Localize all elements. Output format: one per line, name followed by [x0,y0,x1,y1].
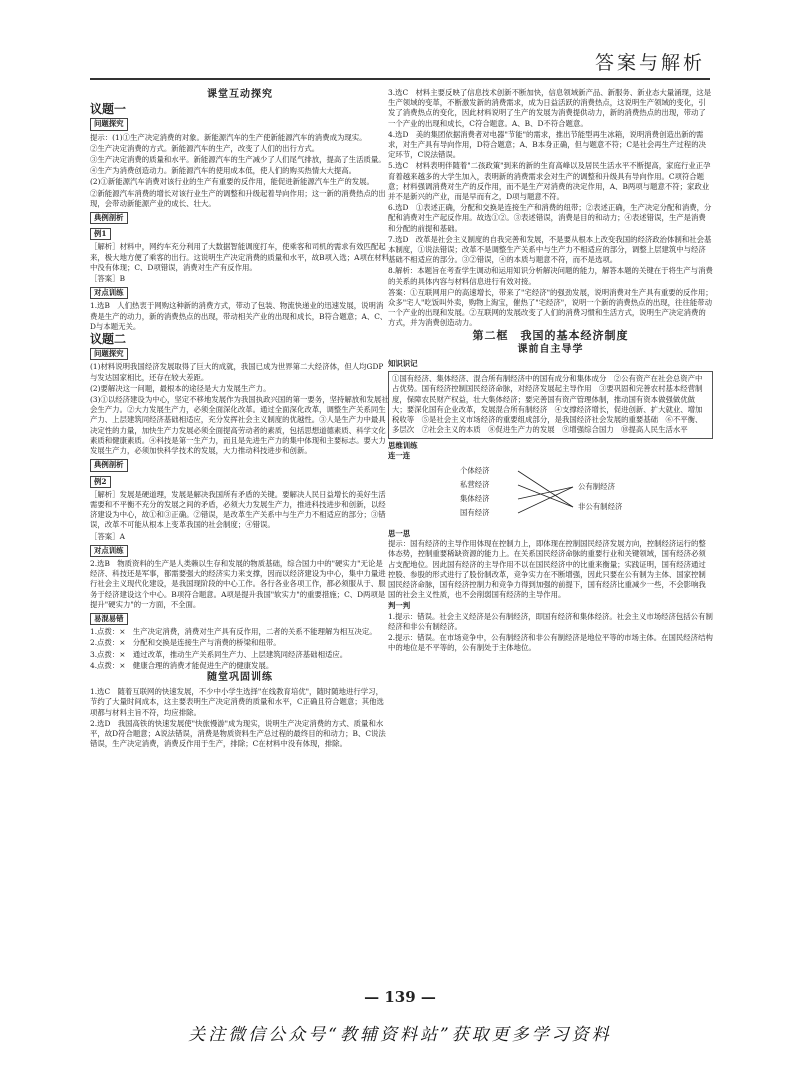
page-number: — 139 — [364,988,436,1006]
paragraph: ③生产决定消费的质量和水平。新能源汽车的生产减少了人们尾气排放，提高了生活质量。 [90,155,386,165]
paragraph: 4.选D 美的集团依据消费者对电器"节能"的需求，推出节能型再生冰箱，说明消费创造出新的需求，对生产具有导向作用，D符合题意；A、B本身正确，但与题意不符；C是社会再生产过程的决定环节，C说法错误。 [388,129,706,160]
answer: ［答案］B [90,274,125,284]
answer: ［答案］A [90,531,125,541]
label-question-explore: 问题探究 [90,348,128,360]
paragraph: (1)材料说明我国经济发展取得了巨大的成就，我国已成为世界第二大经济体，但人均GDP与发达国家相比，还存在较大差距。 [90,362,384,382]
label-example: 典例剖析 [90,459,128,471]
frame-subtitle: 课前自主导学 [517,343,584,355]
diagram-left-item: 私营经济 [460,479,490,489]
answer: 答案：①互联网用户的高速增长，带来了"宅经济"的强劲发展，说明消费对生产具有重要的反作用；众多"宅人"吃饭叫外卖，购物上淘宝，催热了"宅经济"，说明一个新的消费热点的出现，往往能带动一个产业的出现和发展。②互联网的发展改变了人们的消费习惯和生活方式，说明生产决定消费的方式，并为消费创造动力。 [388,287,713,328]
knowledge-label: 知识识记 [388,359,418,369]
paragraph: (2)要解决这一问题，最根本的途径是大力发展生产力。 [90,383,271,393]
left-column [90,88,390,1050]
paragraph: 提示：国有经济的主导作用体现在控制力上，即体现在控制国民经济发展方向，控制经济运行的整体态势，控制重要稀缺资源的能力上。在关系国民经济命脉的重要行业和关键领域，国有经济必须占支配地位。因此国有经济的主导作用不以在国民经济中的比重来衡量；实践证明，国有经济通过控股、参股的形式进行了股份制改革，竞争实力在不断增强，因此只要在公有制为主体、国家控制国民经济命脉，国有经济控制力和竞争力得到加强的前提下，国有经济比重减少一些，不会影响我国的社会主义性质，也不会削弱国有经济的主导作用。 [388,539,706,600]
diagram-right-item: 非公有制经济 [578,501,623,511]
paragraph: 7.选D 改革是社会主义制度的自我完善和发展，不是要从根本上改变我国的经济政治体制和社会基本制度，①说法错误；改革不是调整生产关系中与生产力不相适应的部分，调整上层建筑中与经济基础不相适应的部分。③②错误，④的本质与题意不符，而不是选项。 [388,234,712,265]
list-item: 2.点拨：× 分配和交换是连接生产与消费的桥梁和纽带。 [90,638,281,648]
paragraph: 1.提示：错误。社会主义经济是公有制经济，即国有经济和集体经济。社会主义市场经济包括公有制经济和非公有制经济。 [388,611,713,631]
topic-heading: 议题一 [90,102,127,117]
frame-title: 第二框 我国的基本经济制度 [472,328,629,342]
label-example-number: 例2 [90,476,111,488]
judge-label: 判一判 [388,601,411,611]
connection-lines [388,463,713,527]
list-item: 4.点拨：× 健康合理的消费才能促进生产的健康发展。 [90,660,274,670]
paragraph: 5.选C 材料表明伴随着"二孩政策"到来的新的生育高峰以及居民生活水平不断提高，家庭行业正孕育着越来越多的大学生加入，表明新的消费需求会对生产的调整和升级具有导向作用。C项符合题意；材料强调消费对生产的反作用，而不是生产对消费的决定作用，A、B两项与题意不符；家政业并不是新兴的产业，而是早而有之，D项与题意不符。 [388,161,711,202]
label-example: 典例剖析 [90,212,128,224]
connect-label: 连一连 [388,450,411,460]
list-item: 3.点拨：× 通过改革，推动生产关系同生产力、上层建筑同经济基础相适应。 [90,649,348,659]
paragraph: ［解析］发展是硬道理，发展是解决我国所有矛盾的关键。要解决人民日益增长的美好生活需要和不平衡不充分的发展之间的矛盾，必须大力发展生产力，推进科技进步和创新，以经济建设为中心，故①和③正确。②错误，是改革生产关系中与生产力不相适应的部分；③错误，改革不可能从根本上变革我国的社会制度；④错误。 [90,489,386,530]
right-column [388,88,713,1050]
label-question-explore: 问题探究 [90,118,128,130]
paragraph: 1.选B 人们热衷于网购这种新的消费方式，带动了包装、物流快递业的迅速发展，说明消费是生产的动力，新的消费热点的出现，带动相关产业的出现和成长，B符合题意；A、C、D与本题无关。 [90,301,388,331]
diagram-left-item: 个体经济 [460,465,490,475]
diagram-left-item: 集体经济 [460,493,490,503]
label-confusion: 易混易错 [90,613,128,625]
diagram-left-item: 国有经济 [460,507,490,517]
paragraph: 2.选B 物质资料的生产是人类赖以生存和发展的物质基础，综合国力中的"硬实力"无论是经济、科技还是军事，都需要强大的经济实力来支撑，因而以经济建设为中心，集中力量进行社会主义现代化建设，是我国现阶段的中心工作。各行各业各项工作，都必须服从于、服务于经济建设这个中心。B项符合题意。A项是提升我国"软实力"的重要措施；C、D两项是提升"硬实力"的一方面，不全面。 [90,558,386,609]
page-header-title: 答案与解析 [594,52,705,74]
footer-note: 关注微信公众号“教辅资料站”获取更多学习资料 [188,1025,612,1045]
knowledge-box: ①国有经济、集体经济、混合所有制经济中的国有成分和集体成分 ②公有资产在社会总资产中占优势。国有经济控制国民经济命脉，对经济发展起主导作用 ③要巩固和完善农村基本经营制度，保障农民财产权益，壮大集体经济；要完善国有资产管理体制，推动国有资本做强做优做大；要深化国有企业改革，发展混合所有制经济 ④支撑经济增长，促进创新、扩大就业、增加税收等 ⑤是社会主义市场经济的重要组成部分，是我国经济社会发展的重要基础 ⑥不平衡、多层次 ⑦社会主义的本质 ⑧促进生产力的发展 ⑨增强综合国力 ⑩提高人民生活水平 [388,371,713,438]
diagram-right-item: 公有制经济 [578,481,615,491]
topic-heading: 议题二 [90,332,127,347]
paragraph: ②新能源汽车消费的增长对该行业生产的调整和升级起着导向作用；这一新的消费热点的出现，会带动新能源产业的成长、壮大。 [90,188,386,208]
think-label: 思一思 [388,528,411,538]
paragraph: ④生产为消费创造动力。新能源汽车的使用成本低，使人们的购买热情大大提高。 [90,166,357,176]
paragraph: 提示：(1)①生产决定消费的对象。新能源汽车的生产使新能源汽车的消费成为现实。 [90,132,367,142]
label-training: 对点训练 [90,287,128,299]
list-item: 1.点拨：× 生产决定消费，消费对生产具有反作用，二者的关系不能理解为相互决定。 [90,627,377,637]
paragraph: (2)①新能源汽车消费对该行业的生产有重要的反作用，能促进新能源汽车生产的发展。 [90,177,374,187]
label-example-number: 例1 [90,228,111,240]
paragraph: (3)①以经济建设为中心，坚定不移地发展作为我国执政兴国的第一要务，坚持解放和发展社会生产力。②大力发展生产力，必须全面深化改革。通过全面深化改革，调整生产关系同生产力、上层建筑同经济基础相适应，充分发挥社会主义制度的优越性。③人是生产力中最具决定性的力量，加快生产力发展必须全面提高劳动者的素质，包括思想道德素质、科学文化素质和健康素质。④科技是第一生产力，而且是先进生产力的集中体现和主要标志。要大力发展生产力，必须加快科学技术的发展，大力推动科技进步和创新。 [90,395,389,456]
paragraph: 8.解析：本题旨在考查学生调动和运用知识分析解决问题的能力，解答本题的关键在于将生产与消费的关系的具体内容与材料信息进行有效对接。 [388,266,713,286]
thinking-label: 思维训练 [388,440,418,450]
paragraph: 3.选C 材料主要反映了信息技术创新不断加快，信息领域新产品、新服务、新业态大量涌现，这是生产领域的变革，不断激发新的消费需求，成为日益活跃的消费热点，这说明生产领域的变化，引发了消费热点的变化，因此材料说明了生产的发展为消费提供动力，新的消费热点的出现，带动了一个产业的出现和成长，C符合题意。A、B、D不符合题意。 [388,88,712,128]
section-title: 随堂巩固训练 [207,671,273,683]
connection-diagram [388,463,713,527]
paragraph: ②生产决定消费的方式。新能源汽车的生产，改变了人们的出行方式。 [90,143,320,153]
paragraph: 2.提示：错误。在市场竞争中，公有制经济和非公有制经济是地位平等的市场主体。在国民经济结构中的地位是不平等的，公有制处于主体地位。 [388,632,713,653]
section-title: 课堂互动探究 [207,89,273,100]
label-training: 对点训练 [90,545,128,557]
header-rule [90,78,710,80]
paragraph: 1.选C 随着互联网的快速发展，不少中小学生选择"在线教育培优"，随时随地进行学习，节约了大量时间成本，这主要表明生产决定消费的质量和水平，C正确且符合题意；其他选项都与材料主旨不符，均应排除。 [90,687,384,717]
paragraph: 6.选D ①表述正确，分配和交换是连接生产和消费的纽带；②表述正确，生产决定分配和消费，分配和消费对生产起反作用。故选①②。③表述错误，消费是目的和动力；④表述错误，生产是消费和分配的前提和基础。 [388,203,712,233]
paragraph: ［解析］材料中，网约车充分利用了大数据智能调度打车，使乘客和司机的需求有效匹配起来，极大地方便了乘客的出行。这说明生产决定消费的质量和水平，故B项入选；A项在材料中没有体现；C、D项错误，消费对生产有反作用。 [90,242,390,272]
paragraph: 2.选D 我国高铁的快速发展使"快旅慢游"成为现实，说明生产决定消费的方式、质量和水平，故D符合题意；A说法错误，消费是物质资料生产总过程的最终目的和动力；B、C说法错误，生产决定消费，消费反作用于生产，排除；C在材料中没有体现，排除。 [90,718,386,749]
